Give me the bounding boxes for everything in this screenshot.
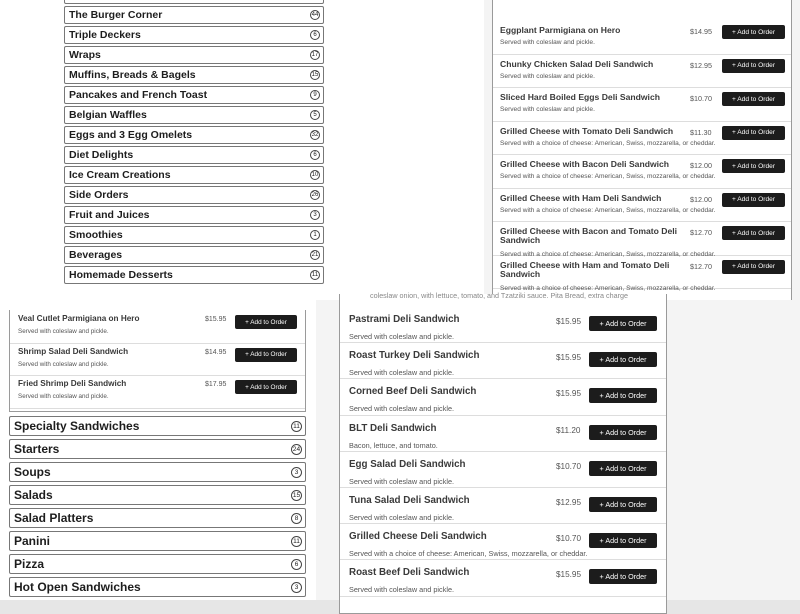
item-description: Served with coleslaw and pickle. xyxy=(18,328,109,335)
category-count-badge: 10 xyxy=(311,172,319,178)
item-name: Grilled Cheese with Ham Deli Sandwich xyxy=(500,192,662,203)
item-description: Served with a choice of cheese: American, Swiss, mozzarella, or cheddar. xyxy=(500,251,716,258)
category-label: Starters xyxy=(14,442,60,456)
category-count-badge: 26 xyxy=(311,192,319,198)
add-to-order-button[interactable]: + Add to Order xyxy=(235,315,297,329)
menu-item-roast-turkey-deli-sandwich xyxy=(340,342,666,379)
category-item-diet-delights[interactable] xyxy=(64,146,324,164)
category-item-pancakes-and-french-toast[interactable] xyxy=(64,86,324,104)
category-label: Ice Cream Creations xyxy=(69,169,171,181)
add-to-order-button[interactable]: + Add to Order xyxy=(235,380,297,394)
add-to-order-button[interactable]: + Add to Order xyxy=(589,461,657,476)
item-price: $15.95 xyxy=(556,317,582,326)
category-label: Smoothies xyxy=(69,229,123,241)
category-list xyxy=(64,0,324,286)
menu-item-grilled-cheese-with-ham-and-tomato-deli-sandwich xyxy=(493,255,791,290)
category-item-starters[interactable] xyxy=(9,439,306,459)
item-price: $10.70 xyxy=(690,94,712,103)
category-item-wraps[interactable] xyxy=(64,46,324,64)
category-label: Hot Open Sandwiches xyxy=(14,580,141,594)
category-item-side-orders[interactable] xyxy=(64,186,324,204)
category-label: Pancakes and French Toast xyxy=(69,89,208,101)
menu-item-eggplant-parmigiana-on-hero xyxy=(493,20,791,55)
menu-item-fried-shrimp-deli-sandwich xyxy=(10,375,305,409)
category-count-badge: 11 xyxy=(291,421,302,432)
menu-item-chunky-chicken-salad-deli-sandwich xyxy=(493,54,791,89)
item-description: Served with coleslaw and pickle. xyxy=(500,72,595,80)
menu-item-grilled-cheese-with-bacon-deli-sandwich xyxy=(493,154,791,189)
category-label: Eggs and 3 Egg Omelets xyxy=(69,129,193,141)
category-label: Wraps xyxy=(69,49,101,61)
category-count-badge: 15 xyxy=(292,491,301,499)
item-name: Shrimp Salad Deli Sandwich xyxy=(18,346,129,356)
category-item-triple-deckers[interactable] xyxy=(64,26,324,44)
item-name: Roast Turkey Deli Sandwich xyxy=(349,350,480,362)
menu-item-pastrami-deli-sandwich xyxy=(340,306,666,343)
category-label: Beverages xyxy=(69,249,123,261)
category-count-badge: 3 xyxy=(291,467,302,478)
item-description: Served with coleslaw and pickle. xyxy=(349,585,455,595)
category-item-soups[interactable] xyxy=(9,462,306,482)
item-description: Served with coleslaw and pickle. xyxy=(349,332,455,341)
category-label: Soups xyxy=(14,465,51,479)
item-description: Served with coleslaw and pickle. xyxy=(500,106,595,113)
category-label: Side Orders xyxy=(69,189,129,201)
item-name: Corned Beef Deli Sandwich xyxy=(349,386,477,398)
add-to-order-button[interactable]: + Add to Order xyxy=(589,569,657,584)
item-description: Served with a choice of cheese: American, Swiss, mozzarella, or cheddar. xyxy=(500,284,716,292)
item-price: $10.70 xyxy=(556,461,582,471)
category-label: The Burger Corner xyxy=(69,9,163,21)
category-item-salad-platters[interactable] xyxy=(9,508,306,528)
item-name: Veal Cutlet Parmigiana on Hero xyxy=(18,314,140,323)
category-count-badge: 1 xyxy=(310,230,320,240)
category-count-badge: 5 xyxy=(310,110,320,120)
add-to-order-button[interactable]: + Add to Order xyxy=(589,425,657,440)
item-price: $14.95 xyxy=(205,348,227,356)
category-count-badge: 21 xyxy=(311,252,319,258)
category-label: Muffins, Breads & Bagels xyxy=(69,69,196,81)
category-label: Fruit and Juices xyxy=(69,209,150,221)
item-price: $17.95 xyxy=(205,381,227,388)
category-item-fruit-and-juices[interactable] xyxy=(64,206,324,224)
category-item-salads[interactable] xyxy=(9,485,306,505)
category-label: Belgian Waffles xyxy=(69,109,147,121)
item-name: Sliced Hard Boiled Eggs Deli Sandwich xyxy=(500,92,660,102)
menu-item-roast-beef-deli-sandwich xyxy=(340,559,666,596)
item-description: Served with a choice of cheese: American, Swiss, mozzarella, or cheddar. xyxy=(349,549,588,559)
item-price: $12.95 xyxy=(690,60,712,70)
menu-item-tuna-salad-deli-sandwich xyxy=(340,487,666,524)
item-description: Served with coleslaw and pickle. xyxy=(349,476,455,486)
item-name: Grilled Cheese with Ham and Tomato Deli Sandwich xyxy=(500,259,670,279)
category-count-badge: 8 xyxy=(291,513,302,524)
category-count-badge: 3 xyxy=(310,210,320,220)
item-name: Roast Beef Deli Sandwich xyxy=(349,567,470,579)
category-item-beverages[interactable] xyxy=(64,246,324,264)
add-to-order-button[interactable]: + Add to Order xyxy=(722,159,785,173)
category-label: Specialty Sandwiches xyxy=(14,419,140,433)
category-count-badge: 6 xyxy=(310,150,320,160)
category-label: Homemade Desserts xyxy=(69,269,173,281)
category-item-muffins-breads-and-bagels[interactable] xyxy=(64,66,324,84)
category-count-badge: 11 xyxy=(311,272,319,278)
category-label xyxy=(69,0,187,1)
category-list xyxy=(9,416,306,600)
item-name: Grilled Cheese with Bacon and Tomato Deli Sandwich xyxy=(500,226,677,246)
item-description: Served with a choice of cheese: American, Swiss, mozzarella, or cheddar. xyxy=(500,173,716,180)
category-label: Panini xyxy=(14,534,51,548)
item-description-partial: coleslaw onion, with lettuce, tomato, and Tzatziki sauce. Pita Bread, extra charge xyxy=(370,291,628,300)
menu-item-list xyxy=(492,0,792,306)
item-description: Served with coleslaw and pickle. xyxy=(349,404,455,414)
add-to-order-button[interactable]: + Add to Order xyxy=(589,388,657,403)
item-price: $11.30 xyxy=(690,127,712,137)
category-count-badge: 44 xyxy=(311,12,319,18)
category-item-belgian-waffles[interactable] xyxy=(64,106,324,124)
item-name: Pastrami Deli Sandwich xyxy=(349,314,460,325)
category-count-badge: 32 xyxy=(311,132,319,138)
category-item-ice-cream-creations[interactable] xyxy=(64,166,324,184)
item-description: Served with coleslaw and pickle. xyxy=(18,360,109,368)
item-name: BLT Deli Sandwich xyxy=(349,422,437,434)
item-price: $10.70 xyxy=(556,534,582,544)
item-price: $15.95 xyxy=(556,570,582,580)
category-item-panini[interactable] xyxy=(9,531,306,551)
item-price: $12.70 xyxy=(690,228,712,237)
category-label: Diet Delights xyxy=(69,149,134,161)
category-label: Salad Platters xyxy=(14,511,94,525)
category-count-badge: 9 xyxy=(310,90,320,100)
add-to-order-button[interactable]: + Add to Order xyxy=(722,59,785,73)
item-name: Chunky Chicken Salad Deli Sandwich xyxy=(500,58,654,69)
item-description: Served with a choice of cheese: American, Swiss, mozzarella, or cheddar. xyxy=(500,139,716,147)
menu-item-sliced-hard-boiled-eggs-deli-sandwich xyxy=(493,87,791,122)
item-price: $12.95 xyxy=(556,498,582,507)
item-price: $12.00 xyxy=(690,161,712,170)
item-description: Bacon, lettuce, and tomato. xyxy=(349,440,438,450)
category-label: Triple Deckers xyxy=(69,29,141,41)
menu-items-panel-top-right xyxy=(484,0,800,300)
menu-item-blt-deli-sandwich xyxy=(340,415,666,452)
menu-item-grilled-cheese-deli-sandwich xyxy=(340,523,666,560)
add-to-order-button[interactable]: + Add to Order xyxy=(722,226,785,240)
item-price: $12.70 xyxy=(690,261,712,271)
menu-item-grilled-cheese-with-tomato-deli-sandwich xyxy=(493,121,791,156)
add-to-order-button[interactable]: + Add to Order xyxy=(589,316,657,331)
menu-panel-bottom-left xyxy=(0,300,316,600)
menu-item-egg-salad-deli-sandwich xyxy=(340,451,666,488)
item-description: Served with coleslaw and pickle. xyxy=(18,393,109,400)
category-count-badge: 6 xyxy=(291,559,302,570)
menu-item-grilled-cheese-with-bacon-and-tomato-deli-sandwich xyxy=(493,221,791,256)
category-item-hot-open-sandwiches[interactable] xyxy=(9,577,306,597)
item-description: Served with coleslaw and pickle. xyxy=(349,513,455,522)
category-panel-top-left xyxy=(0,0,484,300)
item-name: Fried Shrimp Deli Sandwich xyxy=(18,379,127,388)
category-item-specialty-sandwiches[interactable] xyxy=(9,416,306,436)
item-price: $15.95 xyxy=(556,353,582,363)
category-item-eggs-and-3-egg-omelets[interactable] xyxy=(64,126,324,144)
menu-items-panel-bottom-right xyxy=(316,291,800,600)
item-description: Served with coleslaw and pickle. xyxy=(349,368,455,378)
menu-item-veal-cutlet-parmigiana-on-hero xyxy=(10,310,305,344)
item-price: $14.95 xyxy=(690,27,712,36)
category-item-saut-and-pasta-dishes[interactable] xyxy=(64,0,324,4)
item-price: $15.95 xyxy=(556,389,582,399)
menu-item-shrimp-salad-deli-sandwich xyxy=(10,343,305,377)
category-count-badge: 3 xyxy=(291,582,302,593)
category-item-the-burger-corner[interactable] xyxy=(64,6,324,24)
category-count-badge: 17 xyxy=(311,52,319,58)
category-count-badge: 6 xyxy=(310,30,320,40)
category-label: Salads xyxy=(14,488,53,502)
item-description: Served with coleslaw and pickle. xyxy=(500,39,595,46)
add-to-order-button[interactable]: + Add to Order xyxy=(722,260,785,274)
category-count-badge: 11 xyxy=(291,536,302,547)
category-count-badge: 24 xyxy=(292,445,301,453)
category-item-pizza[interactable] xyxy=(9,554,306,574)
category-label: Pizza xyxy=(14,557,45,571)
item-name: Eggplant Parmigiana on Hero xyxy=(500,25,621,35)
add-to-order-button[interactable]: + Add to Order xyxy=(722,25,785,39)
item-name: Grilled Cheese Deli Sandwich xyxy=(349,531,487,543)
add-to-order-button[interactable]: + Add to Order xyxy=(589,497,657,512)
item-description: Served with a choice of cheese: American, Swiss, mozzarella, or cheddar. xyxy=(500,206,716,214)
menu-item-grilled-cheese-with-ham-deli-sandwich xyxy=(493,188,791,223)
item-price: $11.20 xyxy=(556,425,581,435)
category-count-badge: 15 xyxy=(311,72,319,78)
item-name: Egg Salad Deli Sandwich xyxy=(349,458,466,470)
menu-item-list xyxy=(339,291,667,614)
add-to-order-button[interactable]: + Add to Order xyxy=(589,533,657,548)
item-price: $12.00 xyxy=(690,194,712,204)
add-to-order-button[interactable]: + Add to Order xyxy=(722,126,785,140)
add-to-order-button[interactable]: + Add to Order xyxy=(722,193,785,207)
add-to-order-button[interactable]: + Add to Order xyxy=(235,348,297,362)
add-to-order-button[interactable]: + Add to Order xyxy=(589,352,657,367)
menu-item-list xyxy=(9,310,306,412)
menu-item-corned-beef-deli-sandwich xyxy=(340,378,666,415)
item-name: Tuna Salad Deli Sandwich xyxy=(349,495,470,506)
item-name: Grilled Cheese with Tomato Deli Sandwich xyxy=(500,125,674,136)
category-item-smoothies[interactable] xyxy=(64,226,324,244)
category-item-homemade-desserts[interactable] xyxy=(64,266,324,284)
add-to-order-button[interactable]: + Add to Order xyxy=(722,92,785,106)
item-price: $15.95 xyxy=(205,316,227,323)
item-name: Grilled Cheese with Bacon Deli Sandwich xyxy=(500,159,670,169)
